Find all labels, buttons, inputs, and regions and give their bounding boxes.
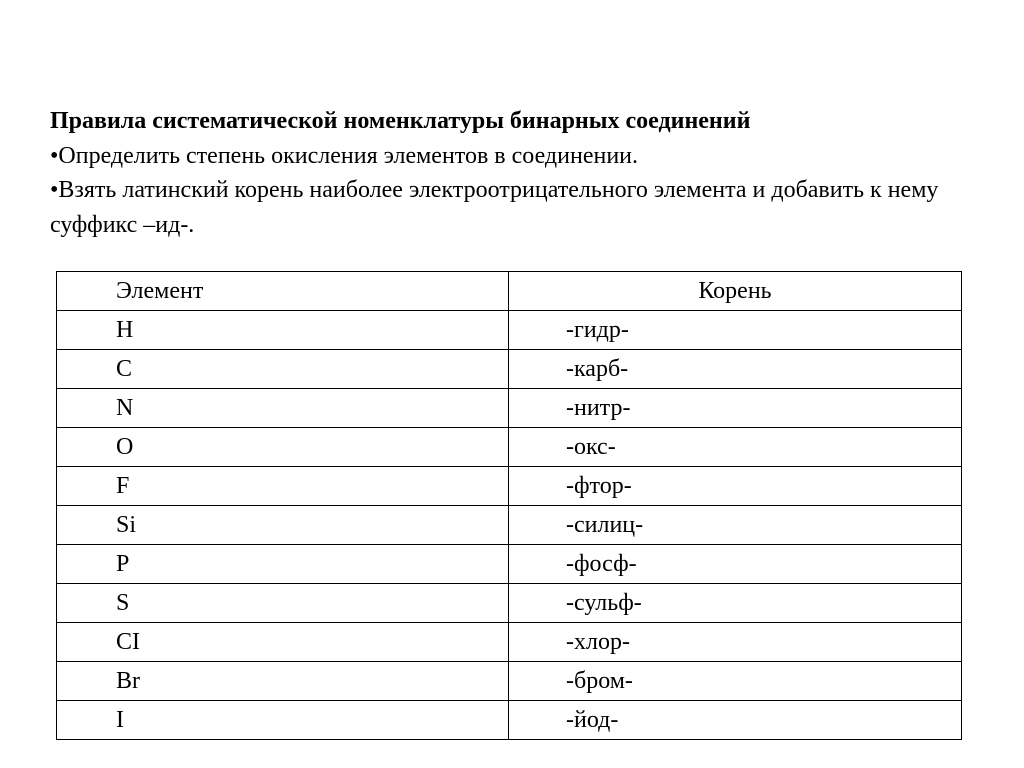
table-header-row (57, 272, 962, 311)
element-cell: Si (57, 506, 509, 545)
root-cell: -окс- (509, 428, 962, 467)
element-cell: Br (57, 662, 509, 701)
table-row (57, 506, 962, 545)
intro-text (50, 104, 970, 242)
bullet-oxidation-state: •Определить степень окисления элементов в соединении. (50, 142, 638, 169)
root-cell: -нитр- (509, 389, 962, 428)
element-root-table (56, 271, 962, 740)
table-row (57, 623, 962, 662)
table-row (57, 428, 962, 467)
table-row (57, 662, 962, 701)
element-cell: C (57, 350, 509, 389)
root-cell: -гидр- (509, 311, 962, 350)
root-cell: -йод- (509, 701, 962, 740)
root-cell: -фтор- (509, 467, 962, 506)
table-row (57, 311, 962, 350)
element-cell: I (57, 701, 509, 740)
root-cell: -карб- (509, 350, 962, 389)
table-row (57, 350, 962, 389)
bullet-latin-root: •Взять латинский корень наиболее электроотрицательного элемента и добавить к нему суффикс –ид-. (50, 177, 939, 238)
root-cell: -сульф- (509, 584, 962, 623)
table-row (57, 467, 962, 506)
table-row (57, 389, 962, 428)
element-cell: P (57, 545, 509, 584)
element-cell: F (57, 467, 509, 506)
element-cell: H (57, 311, 509, 350)
root-cell: -хлор- (509, 623, 962, 662)
root-cell: -фосф- (509, 545, 962, 584)
table-row (57, 545, 962, 584)
root-cell: -бром- (509, 662, 962, 701)
page-title: Правила систематической номенклатуры бинарных соединений (50, 108, 751, 134)
element-cell: O (57, 428, 509, 467)
header-root: Корень (509, 272, 962, 311)
element-cell: N (57, 389, 509, 428)
table-row (57, 584, 962, 623)
element-cell: CI (57, 623, 509, 662)
header-element: Элемент (57, 272, 509, 311)
root-cell: -силиц- (509, 506, 962, 545)
table-row (57, 701, 962, 740)
element-cell: S (57, 584, 509, 623)
